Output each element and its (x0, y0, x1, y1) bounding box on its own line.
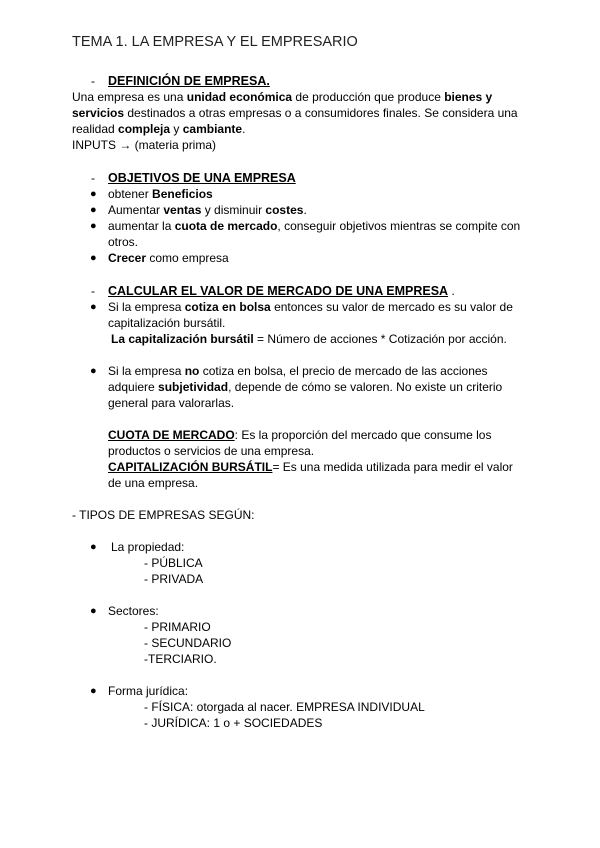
tipo-item: - PRIVADA (144, 572, 204, 586)
objetivo-item: aumentar la cuota de mercado, conseguir objetivos mientras se compite con (108, 219, 521, 233)
definicion-heading: DEFINICIÓN DE EMPRESA. (108, 74, 270, 88)
tipo-item: - FÍSICA: otorgada al nacer. EMPRESA INDIVIDUAL (144, 700, 425, 714)
objetivo-item: Crecer como empresa (108, 251, 229, 265)
bullet-icon: ● (90, 685, 97, 697)
bullet-icon: ● (90, 188, 97, 200)
bullet-icon: ● (90, 541, 97, 553)
definition-capitalizacion-cont: de una empresa. (108, 476, 199, 490)
valor-item-cont: general para valorarlas. (108, 396, 235, 410)
tipo-item: - JURÍDICA: 1 o + SOCIEDADES (144, 716, 323, 730)
heading-dash: - (91, 74, 95, 88)
definition-cuota-cont: productos o servicios de una empresa. (108, 444, 315, 458)
page-title: TEMA 1. LA EMPRESA Y EL EMPRESARIO (72, 34, 358, 50)
inputs-line: INPUTS → (materia prima) (72, 138, 217, 152)
bullet-icon: ● (90, 301, 97, 313)
bullet-icon: ● (90, 252, 97, 264)
definicion-line: servicios destinados a otras empresas o a consumidores finales. Se considera una (72, 106, 518, 120)
definition-capitalizacion: CAPITALIZACIÓN BURSÁTIL= Es una medida utilizada para medir el valor (108, 460, 513, 474)
heading-dash: - (91, 284, 95, 298)
valor-item: Si la empresa cotiza en bolsa entonces su valor de mercado es su valor de (108, 300, 513, 314)
valor-item: Si la empresa no cotiza en bolsa, el precio de mercado de las acciones (108, 364, 488, 378)
objetivo-item: obtener Beneficios (108, 187, 213, 201)
tipo-item: - PÚBLICA (144, 556, 203, 570)
definicion-line: realidad compleja y cambiante. (72, 122, 246, 136)
valor-item-cont: capitalización bursátil. (108, 316, 226, 330)
bullet-icon: ● (90, 220, 97, 232)
bullet-icon: ● (90, 365, 97, 377)
definicion-line: Una empresa es una unidad económica de producción que produce bienes y (72, 90, 493, 104)
objetivo-item: Aumentar ventas y disminuir costes. (108, 203, 307, 217)
bullet-icon: ● (90, 204, 97, 216)
objetivos-heading: OBJETIVOS DE UNA EMPRESA (108, 171, 296, 185)
bullet-icon: ● (90, 605, 97, 617)
valor-heading: CALCULAR EL VALOR DE MERCADO DE UNA EMPRESA . (108, 284, 455, 298)
tipo-group-label: La propiedad: (111, 540, 185, 554)
tipo-item: - SECUNDARIO (144, 636, 232, 650)
tipo-group-label: Forma jurídica: (108, 684, 189, 698)
definition-cuota: CUOTA DE MERCADO: Es la proporción del mercado que consume los (108, 428, 492, 442)
objetivo-item-cont: otros. (108, 235, 139, 249)
valor-item-cont: adquiere subjetividad, depende de cómo se valoren. No existe un criterio (108, 380, 503, 394)
heading-dash: - (91, 171, 95, 185)
formula-line: La capitalización bursátil = Número de acciones * Cotización por acción. (111, 332, 507, 346)
tipos-heading: - TIPOS DE EMPRESAS SEGÚN: (72, 508, 255, 522)
tipo-group-label: Sectores: (108, 604, 159, 618)
tipo-item: -TERCIARIO. (144, 652, 217, 666)
tipo-item: - PRIMARIO (144, 620, 211, 634)
